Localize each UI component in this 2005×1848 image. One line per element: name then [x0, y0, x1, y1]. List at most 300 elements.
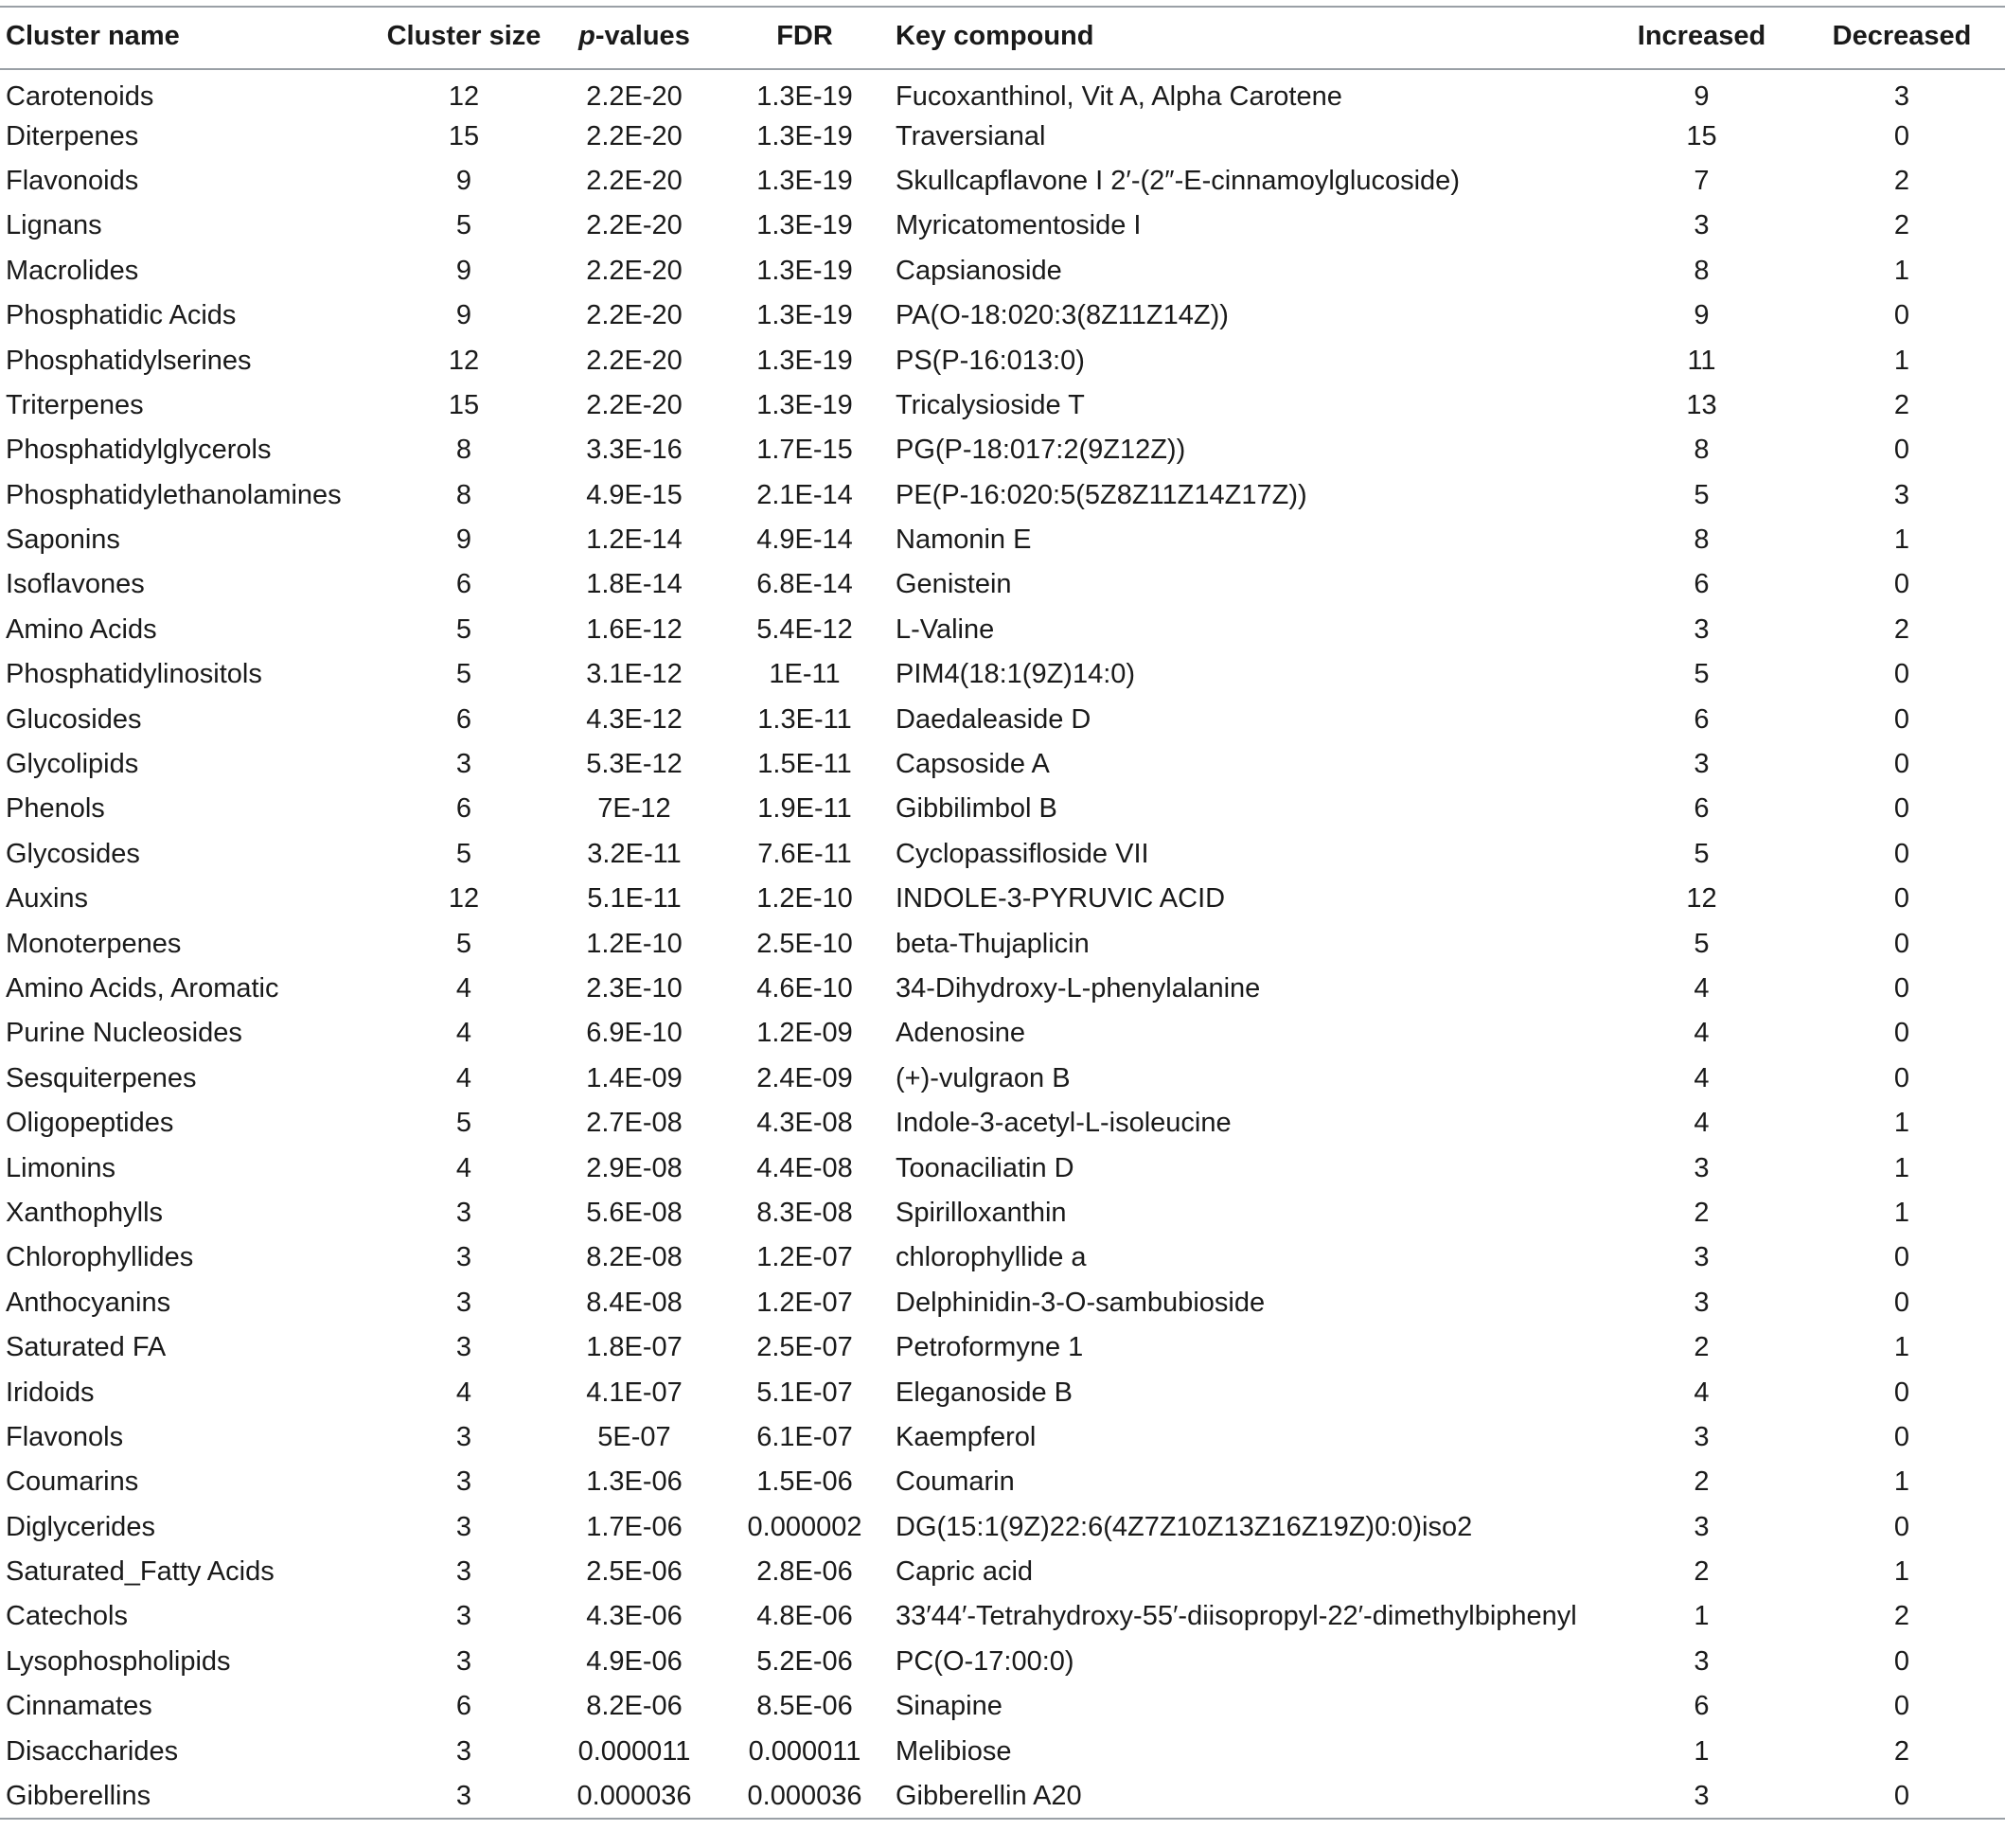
cell-cluster-size: 3	[455, 1197, 472, 1228]
cell-cluster-name: Catechols	[6, 1601, 128, 1632]
table-row	[0, 338, 2005, 382]
cell-key-compound: Fucoxanthinol, Vit A, Alpha Carotene	[896, 80, 1342, 112]
cell-key-compound: DG(15:1(9Z)22:6(4Z7Z10Z13Z16Z19Z)0:0)iso2	[896, 1511, 1473, 1542]
cell-cluster-size: 3	[455, 1511, 472, 1542]
cell-decreased: 0	[1893, 928, 1910, 959]
cell-fdr: 2.4E-09	[756, 1062, 853, 1093]
cell-cluster-size: 4	[455, 1018, 472, 1049]
cell-key-compound: PS(P-16:013:0)	[896, 345, 1085, 376]
cell-p-value: 2.2E-20	[586, 255, 683, 286]
table-row	[0, 1191, 2005, 1235]
cell-decreased: 0	[1893, 1645, 1910, 1677]
cell-decreased: 0	[1893, 1780, 1910, 1811]
cell-cluster-name: Gibberellins	[6, 1780, 151, 1811]
table-row	[0, 877, 2005, 921]
cell-decreased: 2	[1893, 165, 1910, 196]
cell-cluster-size: 4	[455, 1062, 472, 1093]
cell-key-compound: L-Valine	[896, 613, 995, 645]
cell-increased: 13	[1686, 389, 1717, 420]
cell-cluster-name: Xanthophylls	[6, 1197, 164, 1228]
cell-key-compound: Capsianoside	[896, 255, 1062, 286]
header-increased: Increased	[1637, 20, 1766, 51]
cell-key-compound: Skullcapflavone I 2′-(2″-E-cinnamoylglucoside)	[896, 165, 1460, 196]
cell-increased: 5	[1694, 838, 1710, 869]
header-p-italic: p	[578, 20, 595, 51]
cell-fdr: 1.9E-11	[757, 793, 852, 825]
table-row	[0, 383, 2005, 428]
cell-decreased: 0	[1893, 1691, 1910, 1722]
cell-fdr: 4.9E-14	[756, 524, 853, 556]
cell-decreased: 0	[1893, 749, 1910, 780]
cell-fdr: 5.1E-07	[756, 1377, 853, 1408]
cell-p-value: 1.8E-14	[586, 569, 683, 600]
cell-key-compound: Petroformyne 1	[896, 1332, 1084, 1363]
cell-cluster-name: Carotenoids	[6, 80, 154, 112]
cell-cluster-name: Auxins	[6, 883, 89, 915]
cell-cluster-name: Limonins	[6, 1152, 116, 1183]
cell-decreased: 0	[1893, 793, 1910, 825]
cell-increased: 4	[1694, 1108, 1710, 1139]
cell-key-compound: Indole-3-acetyl-L-isoleucine	[896, 1108, 1232, 1139]
cell-cluster-name: Glycolipids	[6, 749, 139, 780]
cell-cluster-size: 15	[448, 389, 480, 420]
cell-increased: 2	[1694, 1556, 1710, 1588]
cell-increased: 3	[1694, 613, 1710, 645]
cell-key-compound: Daedaleaside D	[896, 703, 1091, 735]
cell-fdr: 1.5E-06	[756, 1466, 853, 1498]
cell-decreased: 0	[1893, 1018, 1910, 1049]
cell-key-compound: Kaempferol	[896, 1421, 1037, 1452]
cell-cluster-size: 3	[455, 1601, 472, 1632]
cell-cluster-name: Chlorophyllides	[6, 1242, 194, 1273]
cell-increased: 7	[1694, 165, 1710, 196]
cell-cluster-size: 4	[455, 1152, 472, 1183]
cell-p-value: 1.7E-06	[586, 1511, 683, 1542]
table-row	[0, 1594, 2005, 1639]
cell-p-value: 2.5E-06	[586, 1556, 683, 1588]
cell-decreased: 2	[1893, 389, 1910, 420]
cell-p-value: 5.3E-12	[586, 749, 683, 780]
table-row	[0, 787, 2005, 831]
cell-fdr: 6.1E-07	[756, 1421, 853, 1452]
cell-cluster-size: 5	[455, 659, 472, 690]
table-row	[0, 1460, 2005, 1504]
cell-decreased: 0	[1893, 1421, 1910, 1452]
cell-decreased: 0	[1893, 973, 1910, 1004]
cell-decreased: 0	[1893, 569, 1910, 600]
cell-p-value: 6.9E-10	[586, 1018, 683, 1049]
cell-cluster-name: Phosphatidylserines	[6, 345, 252, 376]
cell-cluster-name: Phosphatidylglycerols	[6, 435, 272, 466]
cell-cluster-size: 15	[448, 120, 480, 151]
cell-p-value: 1.2E-14	[586, 524, 683, 556]
cell-cluster-size: 8	[455, 435, 472, 466]
cell-key-compound: Tricalysioside T	[896, 389, 1085, 420]
table-row	[0, 608, 2005, 652]
cell-cluster-size: 3	[455, 1466, 472, 1498]
cell-increased: 8	[1694, 435, 1710, 466]
cell-decreased: 1	[1893, 1108, 1910, 1139]
cell-cluster-name: Iridoids	[6, 1377, 95, 1408]
cell-key-compound: Myricatomentoside I	[896, 210, 1142, 241]
cell-decreased: 3	[1893, 479, 1910, 510]
cell-increased: 8	[1694, 524, 1710, 556]
cell-increased: 6	[1694, 569, 1710, 600]
cell-increased: 5	[1694, 659, 1710, 690]
cell-decreased: 0	[1893, 659, 1910, 690]
cell-p-value: 4.3E-06	[586, 1601, 683, 1632]
cell-fdr: 4.4E-08	[756, 1152, 853, 1183]
cell-decreased: 1	[1893, 1556, 1910, 1588]
cell-cluster-name: Purine Nucleosides	[6, 1018, 242, 1049]
cell-increased: 5	[1694, 928, 1710, 959]
cell-cluster-name: Saturated_Fatty Acids	[6, 1556, 275, 1588]
cell-p-value: 3.3E-16	[586, 435, 683, 466]
cell-key-compound: Eleganoside B	[896, 1377, 1073, 1408]
cell-cluster-size: 3	[455, 1645, 472, 1677]
cell-decreased: 2	[1893, 1735, 1910, 1767]
cell-cluster-name: Anthocyanins	[6, 1287, 171, 1318]
cell-cluster-name: Macrolides	[6, 255, 139, 286]
cell-increased: 4	[1694, 1062, 1710, 1093]
cell-key-compound: Delphinidin-3-O-sambubioside	[896, 1287, 1266, 1318]
cell-key-compound: Sinapine	[896, 1691, 1002, 1722]
cell-fdr: 1.3E-19	[756, 80, 853, 112]
cell-increased: 4	[1694, 1018, 1710, 1049]
cell-cluster-size: 9	[455, 300, 472, 331]
cell-cluster-name: Cinnamates	[6, 1691, 152, 1722]
cell-cluster-size: 9	[455, 524, 472, 556]
table-row	[0, 204, 2005, 248]
cell-increased: 9	[1694, 300, 1710, 331]
table-row	[0, 1325, 2005, 1370]
table-row	[0, 473, 2005, 518]
cell-decreased: 1	[1893, 1332, 1910, 1363]
table-row	[0, 652, 2005, 697]
cell-decreased: 0	[1893, 1511, 1910, 1542]
cell-increased: 2	[1694, 1332, 1710, 1363]
cell-cluster-size: 4	[455, 1377, 472, 1408]
cell-key-compound: Gibberellin A20	[896, 1780, 1082, 1811]
cell-cluster-size: 6	[455, 793, 472, 825]
cluster-table-container	[0, 6, 2005, 1820]
cell-increased: 5	[1694, 479, 1710, 510]
cell-p-value: 2.3E-10	[586, 973, 683, 1004]
cell-decreased: 0	[1893, 435, 1910, 466]
cell-key-compound: PG(P-18:017:2(9Z12Z))	[896, 435, 1186, 466]
cell-p-value: 4.1E-07	[586, 1377, 683, 1408]
header-p-rest: -values	[594, 20, 690, 51]
cell-cluster-name: Flavonoids	[6, 165, 139, 196]
cell-p-value: 2.2E-20	[586, 165, 683, 196]
table-row	[0, 1640, 2005, 1684]
cell-p-value: 5E-07	[597, 1421, 671, 1452]
table-row	[0, 1011, 2005, 1056]
cell-cluster-size: 3	[455, 1421, 472, 1452]
cell-fdr: 1.3E-19	[756, 165, 853, 196]
cell-key-compound: Adenosine	[896, 1018, 1026, 1049]
cell-decreased: 1	[1893, 1152, 1910, 1183]
cell-decreased: 0	[1893, 1062, 1910, 1093]
cell-cluster-size: 4	[455, 973, 472, 1004]
cell-cluster-size: 6	[455, 569, 472, 600]
cell-decreased: 1	[1893, 1197, 1910, 1228]
cell-p-value: 0.000036	[577, 1780, 692, 1811]
cell-increased: 2	[1694, 1466, 1710, 1498]
cell-increased: 12	[1686, 883, 1717, 915]
cell-fdr: 2.5E-07	[756, 1332, 853, 1363]
cell-decreased: 0	[1893, 300, 1910, 331]
cell-cluster-size: 3	[455, 749, 472, 780]
cell-p-value: 1.4E-09	[586, 1062, 683, 1093]
cell-p-value: 1.2E-10	[586, 928, 683, 959]
cell-increased: 3	[1694, 1242, 1710, 1273]
cell-cluster-size: 9	[455, 165, 472, 196]
cell-fdr: 4.6E-10	[756, 973, 853, 1004]
table-row	[0, 1101, 2005, 1146]
cell-increased: 3	[1694, 210, 1710, 241]
cell-increased: 11	[1687, 345, 1716, 376]
table-row	[0, 1774, 2005, 1819]
cell-cluster-size: 5	[455, 210, 472, 241]
cell-key-compound: PIM4(18:1(9Z)14:0)	[896, 659, 1136, 690]
cell-cluster-size: 3	[455, 1735, 472, 1767]
cell-fdr: 1.3E-19	[756, 345, 853, 376]
cell-decreased: 3	[1893, 80, 1910, 112]
table-row	[0, 1370, 2005, 1414]
cell-p-value: 1.3E-06	[586, 1466, 683, 1498]
table-row	[0, 832, 2005, 877]
table-row	[0, 249, 2005, 293]
table-row	[0, 114, 2005, 158]
header-p-values	[549, 7, 719, 69]
cell-key-compound: beta-Thujaplicin	[896, 928, 1090, 959]
header-key-compound: Key compound	[896, 20, 1094, 51]
cell-fdr: 1E-11	[769, 659, 841, 690]
cell-decreased: 0	[1893, 1377, 1910, 1408]
cell-cluster-size: 12	[448, 883, 480, 915]
cell-fdr: 5.2E-06	[756, 1645, 853, 1677]
cell-fdr: 1.5E-11	[757, 749, 852, 780]
cell-key-compound: Namonin E	[896, 524, 1032, 556]
cell-key-compound: PE(P-16:020:5(5Z8Z11Z14Z17Z))	[896, 479, 1307, 510]
cell-decreased: 1	[1893, 1466, 1910, 1498]
cell-increased: 4	[1694, 1377, 1710, 1408]
table-row	[0, 697, 2005, 741]
cell-cluster-name: Flavonols	[6, 1421, 124, 1452]
cell-cluster-size: 5	[455, 1108, 472, 1139]
cell-increased: 2	[1694, 1197, 1710, 1228]
cell-fdr: 2.8E-06	[756, 1556, 853, 1588]
cell-p-value: 5.1E-11	[587, 883, 682, 915]
cell-fdr: 7.6E-11	[757, 838, 852, 869]
cell-cluster-name: Phosphatidylethanolamines	[6, 479, 342, 510]
cell-cluster-name: Diglycerides	[6, 1511, 155, 1542]
cell-increased: 3	[1694, 1511, 1710, 1542]
cell-cluster-size: 3	[455, 1556, 472, 1588]
cell-fdr: 1.3E-19	[756, 120, 853, 151]
cell-fdr: 8.3E-08	[756, 1197, 853, 1228]
cell-key-compound: 34-Dihydroxy-L-phenylalanine	[896, 973, 1261, 1004]
cell-increased: 3	[1694, 1645, 1710, 1677]
cell-key-compound: (+)-vulgraon B	[896, 1062, 1071, 1093]
cell-decreased: 2	[1893, 210, 1910, 241]
cell-key-compound: Genistein	[896, 569, 1012, 600]
cell-p-value: 4.3E-12	[586, 703, 683, 735]
table-row	[0, 1281, 2005, 1325]
cell-p-value: 2.2E-20	[586, 389, 683, 420]
cell-fdr: 2.1E-14	[756, 479, 853, 510]
cell-p-value: 8.2E-06	[586, 1691, 683, 1722]
cell-key-compound: Coumarin	[896, 1466, 1015, 1498]
cell-cluster-name: Amino Acids, Aromatic	[6, 973, 279, 1004]
cell-increased: 3	[1694, 1421, 1710, 1452]
cell-cluster-size: 8	[455, 479, 472, 510]
cell-increased: 8	[1694, 255, 1710, 286]
table-row	[0, 428, 2005, 472]
cell-cluster-name: Disaccharides	[6, 1735, 179, 1767]
cell-fdr: 1.3E-19	[756, 255, 853, 286]
cell-increased: 3	[1694, 1780, 1710, 1811]
cell-decreased: 0	[1893, 883, 1910, 915]
cell-decreased: 1	[1893, 345, 1910, 376]
cell-cluster-size: 3	[455, 1287, 472, 1318]
header-row	[0, 7, 2005, 69]
table-row	[0, 1729, 2005, 1773]
cell-fdr: 0.000036	[747, 1780, 862, 1811]
cell-fdr: 1.3E-19	[756, 389, 853, 420]
cell-p-value: 2.2E-20	[586, 80, 683, 112]
cell-p-value: 1.6E-12	[586, 613, 683, 645]
cell-key-compound: 33′44′-Tetrahydroxy-55′-diisopropyl-22′-dimethylbiphenyl	[896, 1601, 1577, 1632]
cell-key-compound: chlorophyllide a	[896, 1242, 1087, 1273]
cell-fdr: 5.4E-12	[756, 613, 853, 645]
cell-p-value: 3.1E-12	[586, 659, 683, 690]
table-row	[0, 1146, 2005, 1190]
cell-fdr: 8.5E-06	[756, 1691, 853, 1722]
cell-decreased: 2	[1893, 613, 1910, 645]
cell-p-value: 5.6E-08	[586, 1197, 683, 1228]
cell-key-compound: INDOLE-3-PYRUVIC ACID	[896, 883, 1226, 915]
cell-fdr: 6.8E-14	[756, 569, 853, 600]
cell-cluster-size: 9	[455, 255, 472, 286]
cell-key-compound: Capric acid	[896, 1556, 1034, 1588]
cell-key-compound: Capsoside A	[896, 749, 1050, 780]
cell-fdr: 1.3E-11	[757, 703, 852, 735]
cell-cluster-size: 6	[455, 703, 472, 735]
cell-cluster-name: Diterpenes	[6, 120, 139, 151]
cell-cluster-name: Monoterpenes	[6, 928, 182, 959]
cell-fdr: 1.2E-10	[756, 883, 853, 915]
cell-cluster-size: 12	[448, 80, 480, 112]
cell-cluster-name: Glucosides	[6, 703, 142, 735]
cell-increased: 3	[1694, 1287, 1710, 1318]
cell-fdr: 2.5E-10	[756, 928, 853, 959]
cell-cluster-name: Amino Acids	[6, 613, 157, 645]
cell-key-compound: Toonaciliatin D	[896, 1152, 1074, 1183]
cell-cluster-name: Coumarins	[6, 1466, 139, 1498]
cell-decreased: 2	[1893, 1601, 1910, 1632]
cell-fdr: 1.2E-09	[756, 1018, 853, 1049]
cell-fdr: 4.3E-08	[756, 1108, 853, 1139]
table-row	[0, 293, 2005, 338]
cell-cluster-size: 5	[455, 613, 472, 645]
cell-fdr: 1.3E-19	[756, 210, 853, 241]
cell-increased: 4	[1694, 973, 1710, 1004]
cell-p-value: 0.000011	[577, 1735, 691, 1767]
cell-cluster-name: Saponins	[6, 524, 120, 556]
cell-key-compound: PC(O-17:00:0)	[896, 1645, 1074, 1677]
cell-p-value: 4.9E-15	[586, 479, 683, 510]
header-cluster-size: Cluster size	[386, 20, 541, 51]
table-row	[0, 742, 2005, 787]
cell-cluster-size: 3	[455, 1332, 472, 1363]
table-row	[0, 518, 2005, 562]
cell-cluster-size: 3	[455, 1780, 472, 1811]
cell-cluster-name: Isoflavones	[6, 569, 145, 600]
cell-cluster-name: Phosphatidylinositols	[6, 659, 262, 690]
cell-p-value: 3.2E-11	[587, 838, 682, 869]
cell-decreased: 1	[1893, 255, 1910, 286]
cell-cluster-name: Phenols	[6, 793, 105, 825]
cell-decreased: 0	[1893, 1287, 1910, 1318]
table-row	[0, 1684, 2005, 1729]
cell-fdr: 1.7E-15	[756, 435, 853, 466]
cell-increased: 6	[1694, 1691, 1710, 1722]
cell-key-compound: Traversianal	[896, 120, 1046, 151]
table-row	[0, 159, 2005, 204]
cell-increased: 6	[1694, 793, 1710, 825]
cell-decreased: 0	[1893, 120, 1910, 151]
cell-cluster-name: Sesquiterpenes	[6, 1062, 197, 1093]
cell-cluster-size: 6	[455, 1691, 472, 1722]
table-row	[0, 69, 2005, 114]
cell-cluster-size: 3	[455, 1242, 472, 1273]
table-row	[0, 1057, 2005, 1101]
cell-decreased: 0	[1893, 1242, 1910, 1273]
table-row	[0, 562, 2005, 607]
table-row	[0, 967, 2005, 1011]
cell-cluster-name: Phosphatidic Acids	[6, 300, 237, 331]
table-row	[0, 1235, 2005, 1280]
table-header	[0, 7, 2005, 69]
cell-cluster-name: Saturated FA	[6, 1332, 167, 1363]
cell-p-value: 2.2E-20	[586, 345, 683, 376]
cluster-enrichment-table	[0, 6, 2005, 1820]
table-row	[0, 1415, 2005, 1460]
cell-p-value: 2.2E-20	[586, 120, 683, 151]
header-cluster-name: Cluster name	[6, 20, 180, 51]
cell-key-compound: PA(O-18:020:3(8Z11Z14Z))	[896, 300, 1229, 331]
cell-p-value: 2.2E-20	[586, 210, 683, 241]
header-fdr: FDR	[776, 20, 833, 51]
cell-increased: 6	[1694, 703, 1710, 735]
cell-p-value: 8.2E-08	[586, 1242, 683, 1273]
cell-key-compound: Gibbilimbol B	[896, 793, 1057, 825]
cell-increased: 1	[1694, 1735, 1710, 1767]
cell-p-value: 2.7E-08	[586, 1108, 683, 1139]
cell-increased: 1	[1694, 1601, 1710, 1632]
cell-cluster-name: Oligopeptides	[6, 1108, 174, 1139]
cell-cluster-name: Lignans	[6, 210, 102, 241]
cell-decreased: 1	[1893, 524, 1910, 556]
cell-p-value: 2.2E-20	[586, 300, 683, 331]
cell-increased: 3	[1694, 749, 1710, 780]
header-decreased: Decreased	[1832, 20, 1972, 51]
cell-p-value: 8.4E-08	[586, 1287, 683, 1318]
cell-cluster-name: Triterpenes	[6, 389, 144, 420]
cell-fdr: 0.000002	[747, 1511, 862, 1542]
